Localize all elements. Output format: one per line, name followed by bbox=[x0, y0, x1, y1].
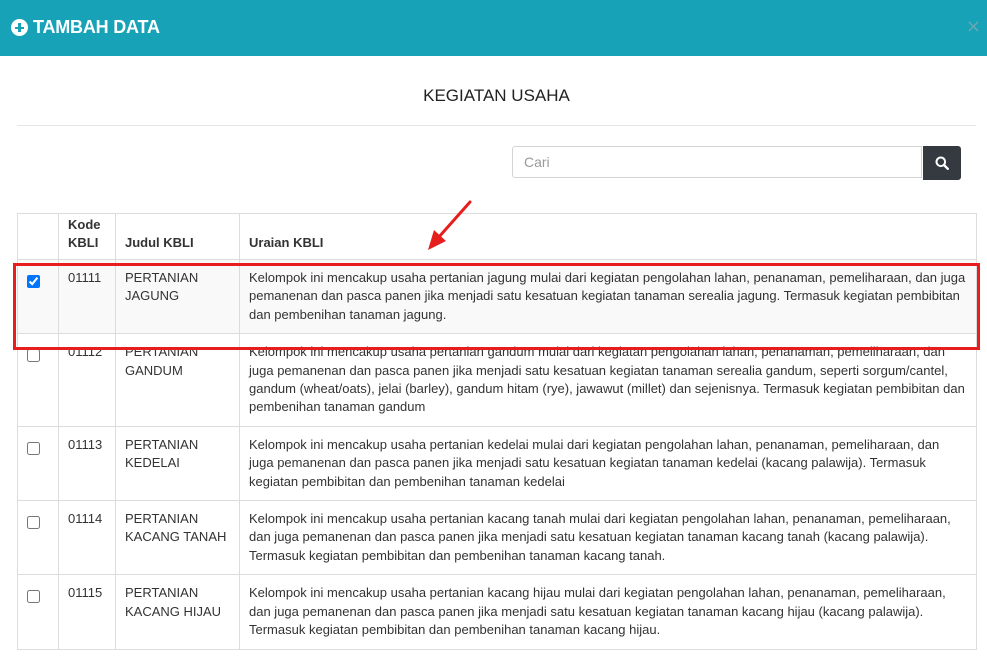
header-uraian: Uraian KBLI bbox=[240, 214, 977, 260]
judul-cell: PERTANIAN GANDUM bbox=[116, 334, 240, 427]
kode-cell: 01113 bbox=[59, 426, 116, 500]
search-button[interactable] bbox=[923, 146, 961, 180]
row-checkbox[interactable] bbox=[27, 516, 40, 529]
kode-cell: 01111 bbox=[59, 260, 116, 334]
judul-cell: PERTANIAN KACANG TANAH bbox=[116, 501, 240, 575]
close-button[interactable]: × bbox=[965, 16, 981, 37]
divider bbox=[17, 125, 976, 126]
uraian-cell: Kelompok ini mencakup usaha pertanian kacang hijau mulai dari kegiatan pengolahan lahan, penanaman, pemeliharaan, dan juga pemanenan dan pasca panen jika menjadi satu kesatuan kegiatan tanaman kacang hijau (kacang palawija). Termasuk kegiatan pembibitan dan pembenihan tanaman kacang hijau. bbox=[240, 575, 977, 649]
section-title: KEGIATAN USAHA bbox=[423, 86, 570, 105]
uraian-cell: Kelompok ini mencakup usaha pertanian jagung mulai dari kegiatan pengolahan lahan, penanaman, pemeliharaan, dan juga pemanenan dan pasca panen jika menjadi satu kesatuan kegiatan tanaman serealia jagung. Termasuk kegiatan pembibitan dan pembenihan tanaman jagung. bbox=[240, 260, 977, 334]
header-kode: Kode KBLI bbox=[59, 214, 116, 260]
modal-title-text: TAMBAH DATA bbox=[33, 17, 160, 37]
kode-cell: 01112 bbox=[59, 334, 116, 427]
row-checkbox[interactable] bbox=[27, 590, 40, 603]
row-checkbox[interactable] bbox=[27, 442, 40, 455]
search-icon bbox=[935, 156, 949, 170]
plus-circle-icon bbox=[11, 19, 28, 36]
header-checkbox-column bbox=[18, 214, 59, 260]
kode-cell: 01114 bbox=[59, 501, 116, 575]
header-judul: Judul KBLI bbox=[116, 214, 240, 260]
judul-cell: PERTANIAN KACANG HIJAU bbox=[116, 575, 240, 649]
judul-cell: PERTANIAN KEDELAI bbox=[116, 426, 240, 500]
search-input[interactable] bbox=[512, 146, 922, 178]
uraian-cell: Kelompok ini mencakup usaha pertanian gandum mulai dari kegiatan pengolahan lahan, penanaman, pemeliharaan, dan juga pemanenan dan pasca panen jika menjadi satu kesatuan kegiatan tanaman serealia gandum, seperti sorgum/cantel, gandum (wheat/oats), jelai (barley), gandum hitam (rye), jawawut (millet) dan sejenisnya. Termasuk kegiatan pembibitan dan pembenihan tanaman gandum bbox=[240, 334, 977, 427]
row-checkbox[interactable] bbox=[27, 275, 40, 288]
uraian-cell: Kelompok ini mencakup usaha pertanian kedelai mulai dari kegiatan pengolahan lahan, penanaman, pemeliharaan, dan juga pemanenan dan pasca panen jika menjadi satu kesatuan kegiatan tanaman kedelai (kacang palawija). Termasuk kegiatan pembibitan dan pembenihan tanaman kedelai bbox=[240, 426, 977, 500]
table-row[interactable] bbox=[18, 575, 977, 649]
table-header-row bbox=[18, 214, 977, 260]
table-row[interactable] bbox=[18, 260, 977, 334]
kode-cell: 01115 bbox=[59, 575, 116, 649]
table-row[interactable] bbox=[18, 334, 977, 427]
modal-title bbox=[11, 17, 160, 38]
table-row[interactable] bbox=[18, 426, 977, 500]
table-row[interactable] bbox=[18, 501, 977, 575]
judul-cell: PERTANIAN JAGUNG bbox=[116, 260, 240, 334]
modal-header bbox=[0, 0, 987, 56]
kbli-table bbox=[17, 213, 977, 650]
uraian-cell: Kelompok ini mencakup usaha pertanian kacang tanah mulai dari kegiatan pengolahan lahan, penanaman, pemeliharaan, dan juga pemanenan dan pasca panen jika menjadi satu kesatuan kegiatan tanaman kacang tanah (kacang palawija). Termasuk kegiatan pembibitan dan pembenihan tanaman kacang tanah. bbox=[240, 501, 977, 575]
row-checkbox[interactable] bbox=[27, 349, 40, 362]
